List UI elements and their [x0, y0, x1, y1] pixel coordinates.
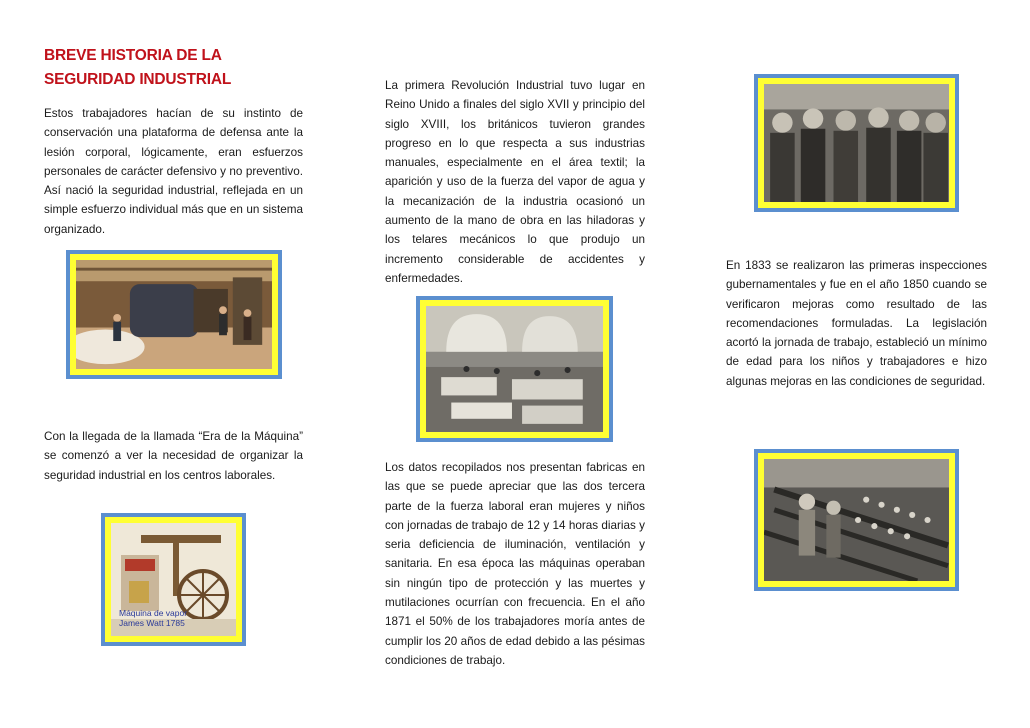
steam-engine-caption: [119, 608, 187, 628]
child-workers-photo: [754, 74, 959, 212]
textile-hall-photo: [416, 296, 613, 442]
caption-line-2: James Watt 1785: [119, 618, 185, 628]
child-workers-image: [764, 84, 949, 202]
steam-engine-photo: [101, 513, 246, 646]
spinning-mill-photo: [754, 449, 959, 591]
revolution-paragraph: La primera Revolución Industrial tuvo lugar en Reino Unido a finales del siglo XVII y principio del siglo XVIII, los británicos tuvieron grandes progreso en lo que respecta a sus industrias manuales, especialmente en el área textil; la aparición y uso de la fuerza del vapor de agua y la mecanización de la industria ocasionó un aumento de la mano de obra en las hiladoras y los telares mecánicos lo que produjo un incremento considerable de accidentes y enfermedades.: [385, 79, 645, 285]
page-title: BREVE HISTORIA DE LA SEGURIDAD INDUSTRIAL: [44, 47, 232, 88]
spinning-mill-image: [764, 459, 949, 581]
inspections-paragraph: En 1833 se realizaron las primeras inspecciones gubernamentales y fue en el año 1850 cuando se verificaron mejoras como resultado de las recomendaciones formuladas. La legislación acortó la jornada de trabajo, estableció un mínimo de edad para los niños y trabajadores e hizo algunas mejoras en las condiciones de seguridad.: [726, 259, 987, 388]
caption-line-1: Máquina de vapor: [119, 608, 188, 618]
factory-workers-image: [76, 260, 272, 369]
machine-era-paragraph: Con la llegada de la llamada “Era de la Máquina” se comenzó a ver la necesidad de organizar la seguridad industrial en los centros laborales.: [44, 430, 303, 482]
factory-workers-photo: [66, 250, 282, 379]
data-paragraph: Los datos recopilados nos presentan fabricas en las que se puede apreciar que las dos tercera parte de la fuerza laboral eran mujeres y niños con jornadas de trabajo de 12 y 14 horas diarias y seria deficiencia de iluminación, ventilación y sanitaria. En esa época las máquinas operaban sin ningún tipo de protección y las muertes y mutilaciones ocurrían con frecuencia. En el año 1871 el 50% de los trabajadores moría antes de cumplir los 20 años de edad debido a las pésimas condiciones de trabajo.: [385, 461, 645, 667]
textile-hall-image: [426, 306, 603, 432]
intro-paragraph: Estos trabajadores hacían de su instinto de conservación una plataforma de defensa ante la lesión corporal, lógicamente, eran esfuerzos personales de carácter defensivo y no preventivo. Así nació la seguridad industrial, reflejada en un simple esfuerzo individual más que en un sistema organizado.: [44, 107, 303, 236]
